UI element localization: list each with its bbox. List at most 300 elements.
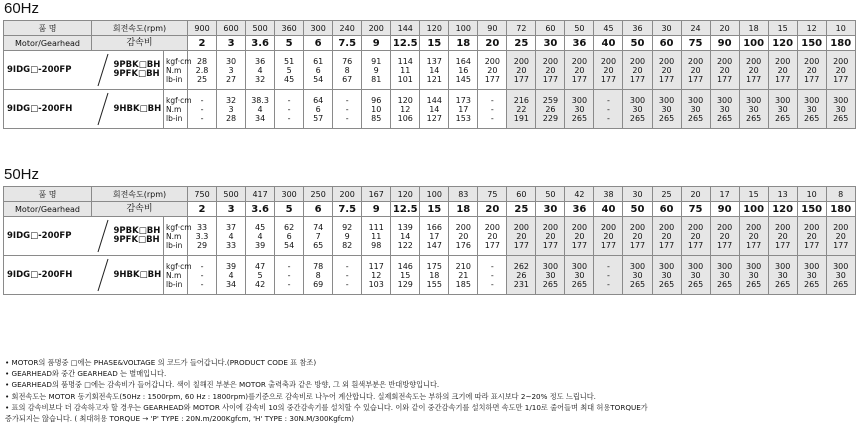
speed-cell: 38	[594, 187, 623, 202]
speed-row-header: 회전속도(rpm)	[92, 21, 188, 36]
speed-cell: 250	[304, 187, 333, 202]
gearhead-model: 9PBK□BH	[113, 226, 161, 236]
torque-value: -	[607, 279, 610, 289]
torque-value: 30	[806, 104, 817, 114]
ratio-row-header: 감속비	[92, 36, 188, 51]
torque-value: 200	[484, 56, 500, 66]
torque-cell	[623, 256, 652, 295]
torque-value: 20	[835, 231, 846, 241]
torque-value: 177	[745, 74, 762, 84]
torque-cell	[478, 256, 507, 295]
torque-value: 173	[455, 95, 471, 105]
torque-value: 20	[661, 65, 672, 75]
speed-cell: 100	[420, 187, 449, 202]
torque-value: 177	[775, 240, 791, 250]
torque-value: 177	[600, 240, 617, 250]
unit-label: N.m	[166, 65, 182, 75]
speed-cell: 8	[826, 187, 855, 202]
torque-cell	[710, 217, 739, 256]
torque-value: -	[345, 270, 349, 280]
unit-label: N.m	[166, 104, 182, 114]
torque-value: 300	[571, 95, 588, 105]
torque-value: 30	[748, 104, 759, 114]
torque-value: 200	[513, 56, 530, 66]
torque-value: 57	[313, 113, 324, 123]
torque-value: 176	[455, 240, 471, 250]
torque-value: 200	[658, 56, 675, 66]
torque-cell	[623, 90, 652, 129]
torque-value: 265	[804, 113, 820, 123]
speed-cell: 300	[304, 21, 333, 36]
table-row	[4, 51, 856, 90]
speed-cell: 240	[333, 21, 362, 36]
unit-label: kgf·cm	[166, 95, 192, 105]
torque-cell	[478, 51, 507, 90]
torque-value: 30	[719, 270, 730, 280]
speed-cell: 50	[565, 21, 594, 36]
torque-value: 265	[542, 279, 559, 289]
torque-value: 61	[313, 56, 324, 66]
torque-cell	[333, 90, 362, 129]
torque-value: 47	[255, 261, 266, 271]
torque-cell	[246, 51, 275, 90]
note-line: • GEARHEAD의 품명중 □에는 감속비가 들어갑니다. 색이 칠해진 부분은 MOTOR 출력축과 같은 방향, 그 외 흰색부분은 반대방향입니다.	[5, 380, 440, 390]
torque-cell	[420, 256, 449, 295]
torque-value: 177	[833, 74, 849, 84]
torque-value: 300	[571, 261, 588, 271]
note-line: • 표의 감속비보다 더 감속하고자 할 경우는 GEARHEAD와 MOTOR 사이에 감속비 10의 중간감속기를 설치할 수 있습니다. 이와 같이 중간감속기를 설치하면 속도만 1/10로 줄어들며 최대 허용TORQUE가	[5, 402, 648, 412]
torque-cell	[333, 51, 362, 90]
torque-cell	[275, 256, 304, 295]
torque-value: 265	[775, 279, 791, 289]
torque-value: 33	[196, 222, 208, 232]
torque-cell	[362, 90, 391, 129]
table-row	[4, 217, 856, 256]
torque-value: 231	[513, 279, 530, 289]
torque-value: 147	[426, 240, 442, 250]
torque-cell	[362, 217, 391, 256]
ratio-cell: 90	[710, 202, 739, 217]
torque-value: 20	[487, 65, 498, 75]
gearhead-model: 9PFK□BH	[113, 69, 160, 79]
ratio-cell: 9	[362, 36, 391, 51]
torque-value: 37	[225, 222, 237, 232]
torque-value: 265	[687, 279, 704, 289]
torque-cell	[217, 51, 246, 90]
torque-value: 42	[255, 279, 266, 289]
torque-value: 17	[429, 231, 440, 241]
ratio-cell: 40	[594, 202, 623, 217]
torque-value: -	[345, 104, 349, 114]
torque-value: -	[607, 261, 610, 271]
torque-value: 145	[455, 74, 471, 84]
torque-value: 20	[777, 65, 788, 75]
torque-value: 69	[313, 279, 324, 289]
ratio-cell: 2	[188, 36, 217, 51]
torque-value: 20	[574, 65, 585, 75]
speed-cell: 75	[478, 187, 507, 202]
torque-value: 300	[833, 261, 849, 271]
torque-value: 20	[516, 231, 527, 241]
motor-gearhead-header: Motor/Gearhead	[4, 36, 92, 51]
torque-value: 191	[513, 113, 530, 123]
torque-cell	[768, 90, 797, 129]
torque-value: 6	[286, 231, 292, 241]
torque-value: 91	[371, 56, 382, 66]
torque-value: 30	[225, 56, 237, 66]
torque-value: 265	[833, 279, 849, 289]
torque-value: -	[490, 261, 494, 271]
torque-cell	[246, 217, 275, 256]
ratio-cell: 15	[420, 36, 449, 51]
torque-value: 30	[632, 104, 643, 114]
torque-value: 177	[542, 240, 559, 250]
ratio-cell: 100	[739, 36, 768, 51]
speed-cell: 15	[739, 187, 768, 202]
torque-value: 300	[658, 261, 675, 271]
torque-value: 122	[397, 240, 413, 250]
gearhead-model: 9HBK□BH	[113, 103, 162, 114]
torque-value: 96	[371, 95, 382, 105]
gearhead-model: 9PBK□BH	[113, 60, 161, 70]
torque-value: 20	[690, 65, 701, 75]
ratio-cell: 12.5	[391, 36, 420, 51]
torque-value: 28	[196, 56, 208, 66]
ratio-cell: 50	[623, 36, 652, 51]
torque-value: 117	[368, 261, 384, 271]
torque-value: 92	[342, 222, 353, 232]
torque-value: -	[287, 279, 291, 289]
torque-cell	[420, 51, 449, 90]
torque-value: 14	[429, 65, 440, 75]
torque-cell	[507, 51, 536, 90]
divider-slash	[94, 90, 112, 128]
torque-value: 11	[371, 231, 382, 241]
torque-cell	[536, 256, 565, 295]
torque-value: 20	[632, 65, 643, 75]
torque-value: 114	[397, 56, 413, 66]
torque-value: 265	[745, 113, 762, 123]
torque-value: 265	[629, 113, 646, 123]
torque-value: 300	[775, 261, 791, 271]
torque-cell	[652, 90, 681, 129]
torque-value: 155	[426, 279, 442, 289]
torque-value: 177	[484, 74, 500, 84]
ratio-cell: 36	[565, 36, 594, 51]
torque-value: 200	[687, 56, 704, 66]
torque-value: 200	[804, 56, 820, 66]
torque-value: 20	[719, 65, 730, 75]
ratio-cell: 150	[797, 202, 826, 217]
model-column-header: 품 명	[4, 21, 92, 36]
torque-value: 265	[833, 113, 849, 123]
torque-value: 265	[775, 113, 791, 123]
torque-value: 30	[661, 270, 672, 280]
torque-cell	[565, 51, 594, 90]
torque-value: 32	[225, 95, 237, 105]
torque-cell	[710, 90, 739, 129]
unit-label: N.m	[166, 270, 182, 280]
torque-value: -	[287, 95, 291, 105]
torque-value: -	[200, 261, 204, 271]
torque-value: 200	[716, 222, 733, 232]
torque-value: 30	[661, 104, 672, 114]
torque-value: 300	[804, 95, 820, 105]
torque-value: -	[287, 104, 291, 114]
torque-cell	[681, 51, 710, 90]
speed-cell: 900	[188, 21, 217, 36]
torque-value: 30	[835, 270, 846, 280]
torque-cell	[594, 90, 623, 129]
torque-value: -	[607, 270, 610, 280]
torque-value: 265	[571, 113, 588, 123]
torque-cell	[565, 90, 594, 129]
torque-value: 39	[255, 240, 266, 250]
torque-value: -	[490, 104, 494, 114]
torque-value: 177	[542, 74, 559, 84]
torque-value: 265	[716, 279, 733, 289]
torque-value: 98	[371, 240, 382, 250]
speed-row-header: 회전속도(rpm)	[92, 187, 188, 202]
torque-value: 111	[368, 222, 384, 232]
torque-value: 20	[777, 231, 788, 241]
torque-value: -	[345, 95, 349, 105]
torque-cell	[826, 256, 855, 295]
torque-value: 22	[516, 104, 527, 114]
torque-value: 300	[687, 261, 704, 271]
torque-value: 300	[745, 95, 762, 105]
torque-value: 14	[400, 231, 411, 241]
speed-cell: 72	[507, 21, 536, 36]
torque-cell	[391, 90, 420, 129]
ratio-cell: 180	[826, 202, 855, 217]
torque-cell	[246, 90, 275, 129]
torque-cell	[565, 217, 594, 256]
torque-value: 300	[833, 95, 849, 105]
torque-cell	[797, 256, 826, 295]
ratio-cell: 20	[478, 202, 507, 217]
torque-value: -	[287, 261, 291, 271]
speed-cell: 18	[739, 21, 768, 36]
speed-cell: 200	[333, 187, 362, 202]
torque-cell	[507, 90, 536, 129]
torque-value: 300	[775, 95, 791, 105]
ratio-cell: 75	[681, 202, 710, 217]
torque-value: 76	[342, 56, 353, 66]
unit-labels	[164, 51, 192, 90]
ratio-cell: 30	[536, 202, 565, 217]
ratio-cell: 36	[565, 202, 594, 217]
torque-value: -	[200, 113, 204, 123]
unit-label: lb-in	[166, 240, 183, 250]
torque-value: 29	[196, 240, 208, 250]
speed-cell: 36	[623, 21, 652, 36]
ratio-cell: 3.6	[246, 202, 275, 217]
torque-value: 164	[455, 56, 471, 66]
torque-value: 262	[513, 261, 530, 271]
torque-value: 177	[775, 74, 791, 84]
torque-value: 4	[257, 104, 263, 114]
torque-value: -	[345, 261, 349, 271]
speed-cell: 30	[623, 187, 652, 202]
torque-value: 216	[513, 95, 530, 105]
torque-cell	[391, 217, 420, 256]
ratio-cell: 7.5	[333, 36, 362, 51]
torque-value: 30	[545, 270, 556, 280]
torque-value: 20	[487, 231, 498, 241]
torque-value: 85	[371, 113, 382, 123]
gearhead-model: 9PFK□BH	[113, 235, 160, 245]
torque-value: 300	[716, 95, 733, 105]
torque-value: -	[200, 279, 204, 289]
torque-value: 15	[400, 270, 411, 280]
ratio-cell: 30	[536, 36, 565, 51]
torque-value: 12	[371, 270, 382, 280]
torque-value: 14	[429, 104, 440, 114]
torque-value: 20	[748, 65, 759, 75]
torque-cell	[768, 51, 797, 90]
torque-value: 200	[455, 222, 471, 232]
unit-label: kgf·cm	[166, 222, 192, 232]
torque-cell	[304, 256, 333, 295]
speed-cell: 90	[478, 21, 507, 36]
ratio-cell: 3	[217, 202, 246, 217]
speed-cell: 120	[391, 187, 420, 202]
torque-value: -	[490, 113, 494, 123]
section-title-60hz: 60Hz	[4, 0, 40, 17]
torque-cell	[536, 90, 565, 129]
torque-value: 259	[542, 95, 559, 105]
torque-value: 45	[284, 74, 295, 84]
speed-cell: 144	[391, 21, 420, 36]
speed-cell: 42	[565, 187, 594, 202]
ratio-cell: 5	[275, 202, 304, 217]
torque-value: 265	[745, 279, 762, 289]
torque-value: 26	[516, 270, 527, 280]
torque-value: 38.3	[251, 95, 269, 105]
torque-cell	[362, 51, 391, 90]
torque-value: 177	[600, 74, 617, 84]
speed-cell: 83	[449, 187, 478, 202]
torque-value: 166	[426, 222, 442, 232]
torque-value: 20	[603, 231, 614, 241]
speed-cell: 167	[362, 187, 391, 202]
torque-value: 10	[371, 104, 382, 114]
speed-cell: 60	[536, 21, 565, 36]
ratio-cell: 6	[304, 36, 333, 51]
torque-cell	[797, 51, 826, 90]
torque-cell	[188, 256, 217, 295]
torque-value: 177	[571, 74, 588, 84]
torque-value: 200	[658, 222, 675, 232]
torque-value: 20	[719, 231, 730, 241]
torque-value: 265	[804, 279, 820, 289]
torque-value: 265	[571, 279, 588, 289]
torque-value: 177	[716, 74, 733, 84]
torque-value: 265	[687, 113, 704, 123]
torque-value: 200	[833, 56, 849, 66]
torque-value: 4	[228, 270, 234, 280]
torque-value: 20	[516, 65, 527, 75]
unit-labels	[164, 90, 192, 129]
torque-value: 185	[455, 279, 471, 289]
motor-model: 9IDG□-200FP	[4, 51, 92, 90]
torque-value: -	[490, 270, 494, 280]
torque-value: 32	[255, 74, 266, 84]
unit-label: kgf·cm	[166, 261, 192, 271]
torque-value: 300	[745, 261, 762, 271]
torque-cell	[710, 51, 739, 90]
speed-cell: 50	[536, 187, 565, 202]
torque-value: 200	[629, 56, 646, 66]
ratio-cell: 100	[739, 202, 768, 217]
torque-value: 177	[687, 240, 704, 250]
speed-cell: 10	[826, 21, 855, 36]
torque-value: 64	[313, 95, 324, 105]
torque-cell	[536, 51, 565, 90]
torque-cell	[797, 217, 826, 256]
ratio-cell: 18	[449, 36, 478, 51]
torque-value: -	[607, 95, 610, 105]
torque-cell	[420, 90, 449, 129]
speed-cell: 13	[768, 187, 797, 202]
torque-value: 300	[716, 261, 733, 271]
torque-cell	[217, 256, 246, 295]
spec-table-60hz	[3, 20, 856, 129]
torque-value: -	[287, 113, 291, 123]
torque-value: 103	[368, 279, 384, 289]
spec-table-50hz	[3, 186, 856, 295]
unit-labels	[164, 256, 192, 295]
torque-cell	[507, 256, 536, 295]
torque-value: 20	[806, 231, 817, 241]
torque-cell	[246, 256, 275, 295]
torque-value: 51	[284, 56, 295, 66]
torque-cell	[826, 51, 855, 90]
torque-value: 177	[745, 240, 762, 250]
note-line: 증가되지는 않습니다. ( 최대허용 TORQUE → 'P' TYPE : 20N.m/200Kgfcm, 'H' TYPE : 30N.M/300Kgfcm)	[5, 414, 355, 424]
speed-cell: 60	[507, 187, 536, 202]
torque-value: 45	[255, 222, 266, 232]
torque-value: 5	[257, 270, 263, 280]
torque-value: 16	[458, 65, 469, 75]
torque-value: 200	[745, 222, 762, 232]
torque-value: 300	[658, 95, 675, 105]
unit-labels	[164, 217, 192, 256]
torque-cell	[333, 256, 362, 295]
speed-cell: 360	[275, 21, 304, 36]
note-line: • GEARHEAD와 중간 GEARHEAD 는 별매입니다.	[5, 369, 167, 379]
torque-cell	[304, 51, 333, 90]
torque-value: 20	[835, 65, 846, 75]
speed-cell: 25	[652, 187, 681, 202]
torque-cell	[217, 217, 246, 256]
torque-value: 177	[804, 240, 820, 250]
ratio-cell: 18	[449, 202, 478, 217]
torque-value: 137	[426, 56, 442, 66]
gearhead-models	[92, 217, 164, 256]
motor-model: 9IDG□-200FH	[4, 256, 92, 295]
torque-value: 30	[719, 104, 730, 114]
ratio-cell: 60	[652, 36, 681, 51]
torque-cell	[449, 51, 478, 90]
section-title-50hz: 50Hz	[4, 166, 40, 183]
torque-cell	[449, 256, 478, 295]
torque-value: 81	[371, 74, 382, 84]
speed-cell: 120	[420, 21, 449, 36]
torque-cell	[507, 217, 536, 256]
torque-cell	[710, 256, 739, 295]
